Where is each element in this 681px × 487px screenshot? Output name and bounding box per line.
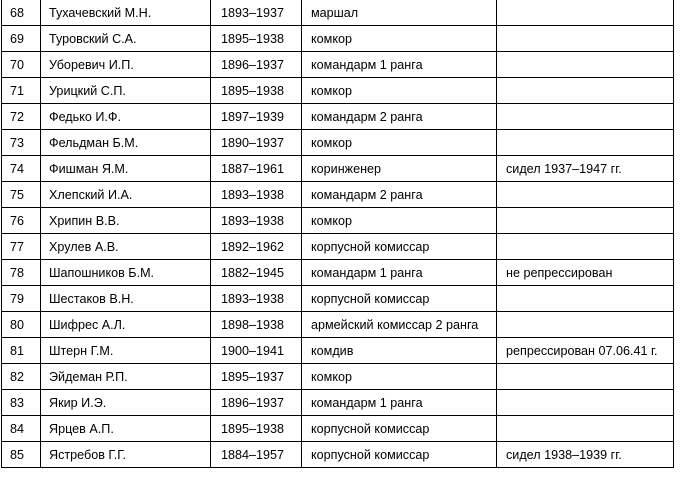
military-rank-cell: корпусной комиссар xyxy=(302,234,497,260)
table-row xyxy=(2,442,674,468)
note-cell: сидел 1938–1939 гг. xyxy=(497,442,674,468)
row-number-cell: 85 xyxy=(2,442,41,468)
life-years-cell: 1892–1962 xyxy=(211,234,302,260)
row-number-cell: 75 xyxy=(2,182,41,208)
person-name-cell: Якир И.Э. xyxy=(41,390,211,416)
person-name-cell: Хлепский И.А. xyxy=(41,182,211,208)
note-cell xyxy=(497,52,674,78)
table-row xyxy=(2,0,674,26)
military-rank-cell: коринженер xyxy=(302,156,497,182)
life-years-cell: 1882–1945 xyxy=(211,260,302,286)
person-name-cell: Урицкий С.П. xyxy=(41,78,211,104)
note-cell xyxy=(497,286,674,312)
row-number-cell: 73 xyxy=(2,130,41,156)
life-years-cell: 1895–1937 xyxy=(211,364,302,390)
military-rank-cell: комдив xyxy=(302,338,497,364)
table-row xyxy=(2,390,674,416)
note-cell: не репрессирован xyxy=(497,260,674,286)
life-years-cell: 1896–1937 xyxy=(211,390,302,416)
life-years-cell: 1893–1938 xyxy=(211,182,302,208)
row-number-cell: 79 xyxy=(2,286,41,312)
note-cell xyxy=(497,364,674,390)
note-cell: сидел 1937–1947 гг. xyxy=(497,156,674,182)
table-row xyxy=(2,312,674,338)
person-name-cell: Фельдман Б.М. xyxy=(41,130,211,156)
table-row xyxy=(2,416,674,442)
life-years-cell: 1887–1961 xyxy=(211,156,302,182)
row-number-cell: 70 xyxy=(2,52,41,78)
note-cell xyxy=(497,312,674,338)
person-name-cell: Хрипин В.В. xyxy=(41,208,211,234)
military-rank-cell: армейский комиссар 2 ранга xyxy=(302,312,497,338)
person-name-cell: Ярцев А.П. xyxy=(41,416,211,442)
row-number-cell: 77 xyxy=(2,234,41,260)
military-rank-cell: командарм 2 ранга xyxy=(302,104,497,130)
person-name-cell: Туровский С.А. xyxy=(41,26,211,52)
military-rank-cell: комкор xyxy=(302,208,497,234)
life-years-cell: 1893–1938 xyxy=(211,286,302,312)
row-number-cell: 78 xyxy=(2,260,41,286)
row-number-cell: 82 xyxy=(2,364,41,390)
military-rank-cell: командарм 1 ранга xyxy=(302,260,497,286)
person-name-cell: Шапошников Б.М. xyxy=(41,260,211,286)
row-number-cell: 84 xyxy=(2,416,41,442)
table-body xyxy=(2,0,674,468)
row-number-cell: 81 xyxy=(2,338,41,364)
life-years-cell: 1890–1937 xyxy=(211,130,302,156)
life-years-cell: 1895–1938 xyxy=(211,416,302,442)
life-years-cell: 1895–1938 xyxy=(211,78,302,104)
row-number-cell: 71 xyxy=(2,78,41,104)
table-row xyxy=(2,364,674,390)
military-rank-cell: комкор xyxy=(302,26,497,52)
life-years-cell: 1893–1938 xyxy=(211,208,302,234)
note-cell xyxy=(497,182,674,208)
life-years-cell: 1900–1941 xyxy=(211,338,302,364)
military-rank-cell: командарм 2 ранга xyxy=(302,182,497,208)
table-row xyxy=(2,182,674,208)
table-row xyxy=(2,208,674,234)
person-name-cell: Хрулев А.В. xyxy=(41,234,211,260)
note-cell: репрессирован 07.06.41 г. xyxy=(497,338,674,364)
life-years-cell: 1884–1957 xyxy=(211,442,302,468)
note-cell xyxy=(497,78,674,104)
military-rank-cell: командарм 1 ранга xyxy=(302,52,497,78)
life-years-cell: 1895–1938 xyxy=(211,26,302,52)
row-number-cell: 68 xyxy=(2,0,41,26)
military-rank-cell: корпусной комиссар xyxy=(302,442,497,468)
life-years-cell: 1898–1938 xyxy=(211,312,302,338)
person-name-cell: Фишман Я.М. xyxy=(41,156,211,182)
note-cell xyxy=(497,234,674,260)
military-rank-cell: комкор xyxy=(302,78,497,104)
life-years-cell: 1893–1937 xyxy=(211,0,302,26)
row-number-cell: 69 xyxy=(2,26,41,52)
note-cell xyxy=(497,208,674,234)
table-row xyxy=(2,26,674,52)
military-rank-cell: корпусной комиссар xyxy=(302,416,497,442)
table-row xyxy=(2,234,674,260)
person-name-cell: Шестаков В.Н. xyxy=(41,286,211,312)
person-name-cell: Эйдеман Р.П. xyxy=(41,364,211,390)
row-number-cell: 80 xyxy=(2,312,41,338)
row-number-cell: 83 xyxy=(2,390,41,416)
military-rank-cell: корпусной комиссар xyxy=(302,286,497,312)
person-name-cell: Тухачевский М.Н. xyxy=(41,0,211,26)
note-cell xyxy=(497,416,674,442)
table-row xyxy=(2,338,674,364)
table-row xyxy=(2,78,674,104)
person-name-cell: Штерн Г.М. xyxy=(41,338,211,364)
person-name-cell: Ястребов Г.Г. xyxy=(41,442,211,468)
note-cell xyxy=(497,104,674,130)
table-row xyxy=(2,286,674,312)
military-rank-cell: комкор xyxy=(302,364,497,390)
row-number-cell: 72 xyxy=(2,104,41,130)
person-name-cell: Шифрес А.Л. xyxy=(41,312,211,338)
life-years-cell: 1897–1939 xyxy=(211,104,302,130)
military-rank-cell: командарм 1 ранга xyxy=(302,390,497,416)
note-cell xyxy=(497,130,674,156)
table-row xyxy=(2,260,674,286)
row-number-cell: 74 xyxy=(2,156,41,182)
row-number-cell: 76 xyxy=(2,208,41,234)
table-row xyxy=(2,130,674,156)
note-cell xyxy=(497,390,674,416)
note-cell xyxy=(497,0,674,26)
person-name-cell: Федько И.Ф. xyxy=(41,104,211,130)
repression-table xyxy=(1,0,674,468)
table-row xyxy=(2,156,674,182)
military-rank-cell: комкор xyxy=(302,130,497,156)
person-name-cell: Уборевич И.П. xyxy=(41,52,211,78)
military-rank-cell: маршал xyxy=(302,0,497,26)
note-cell xyxy=(497,26,674,52)
table-row xyxy=(2,52,674,78)
table-row xyxy=(2,104,674,130)
life-years-cell: 1896–1937 xyxy=(211,52,302,78)
